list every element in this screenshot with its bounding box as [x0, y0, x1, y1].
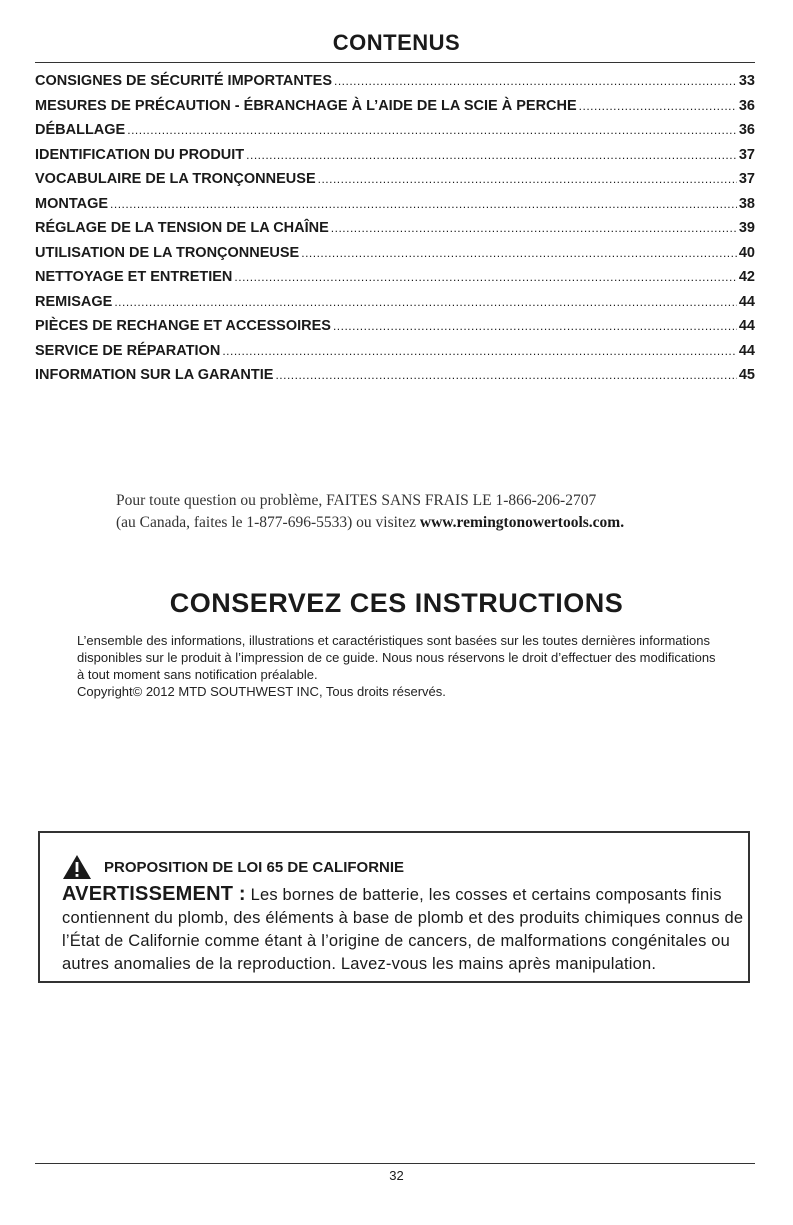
toc-entry[interactable] — [35, 294, 755, 319]
contact-line-2 — [116, 512, 756, 534]
toc-entry[interactable] — [35, 147, 755, 172]
toc-dot-leader — [234, 270, 736, 284]
contact-line-2-text: (au Canada, faites le 1-877-696-5533) ou visitez — [116, 514, 417, 531]
toc-entry-page: 40 — [738, 244, 755, 261]
toc-entry-label: UTILISATION DE LA TRONÇONNEUSE — [35, 244, 300, 261]
toc-dot-leader — [110, 197, 737, 211]
toc-entry[interactable] — [35, 245, 755, 270]
toc-entry[interactable] — [35, 343, 755, 368]
toc-entry-page: 36 — [738, 122, 755, 138]
toc-entry-page: 44 — [738, 342, 755, 359]
toc-entry[interactable] — [35, 98, 755, 123]
notice-text: L’ensemble des informations, illustrations et caractéristiques sont basées sur les toutes dernières informations disponibles sur le produit à l’impression de ce guide. Nous nous réservons le droit d’effectuer des modifications à tout moment sans notification préalable. — [77, 633, 716, 682]
toc-dot-leader — [318, 172, 737, 186]
toc-dot-leader — [579, 99, 737, 113]
toc-entry-label: PIÈCES DE RECHANGE ET ACCESSOIRES — [35, 318, 331, 334]
toc-entry-page: 38 — [738, 195, 755, 212]
toc-entry[interactable] — [35, 73, 755, 98]
toc-entry-label: NETTOYAGE ET ENTRETIEN — [35, 269, 233, 285]
toc-entry-label: RÉGLAGE DE LA TENSION DE LA CHAÎNE — [35, 220, 329, 236]
toc-entry[interactable] — [35, 367, 755, 392]
page-title: CONTENUS — [332, 30, 461, 55]
warning-triangle-icon — [62, 854, 92, 880]
toc-entry-label: VOCABULAIRE DE LA TRONÇONNEUSE — [35, 171, 316, 187]
toc-entry-page: 37 — [738, 146, 755, 163]
toc-entry-label: SERVICE DE RÉPARATION — [35, 342, 221, 359]
warning-text: Les bornes de batterie, les cosses et certains composants finis contiennent du plomb, des éléments à base de plomb et des produits chimiques connus de l’État de Californie comme étant à l’origine de cancers, de malformations congénitales ou autres anomalies de la reproduction. Lavez-vous les mains après manipulation. — [62, 886, 744, 973]
toc-entry[interactable] — [35, 122, 755, 147]
toc-dot-leader — [334, 74, 737, 88]
contact-line-1: Pour toute question ou problème, FAITES SANS FRAIS LE 1-866-206-2707 — [116, 492, 597, 509]
toc-entry[interactable] — [35, 220, 755, 245]
toc-entry[interactable] — [35, 269, 755, 294]
toc-dot-leader — [222, 344, 737, 358]
prop65-warning-box — [38, 831, 750, 983]
toc-dot-leader — [275, 368, 736, 382]
toc-dot-leader — [246, 148, 737, 162]
toc-dot-leader — [114, 295, 737, 309]
table-of-contents — [35, 73, 755, 392]
warning-label: AVERTISSEMENT : — [62, 883, 246, 905]
toc-entry[interactable] — [35, 171, 755, 196]
toc-entry-label: MESURES DE PRÉCAUTION - ÉBRANCHAGE À L’AIDE DE LA SCIE À PERCHE — [35, 97, 577, 114]
toc-entry-page: 36 — [738, 97, 755, 114]
toc-entry-label: INFORMATION SUR LA GARANTIE — [35, 367, 274, 383]
toc-entry-page: 42 — [738, 269, 755, 285]
warning-text-block — [62, 883, 748, 976]
title-rule — [35, 62, 755, 63]
toc-entry-page: 45 — [738, 367, 755, 383]
toc-entry[interactable] — [35, 196, 755, 221]
toc-entry-label: REMISAGE — [35, 293, 113, 310]
prop65-heading — [62, 853, 748, 881]
notice-block — [77, 632, 717, 700]
toc-entry-page: 44 — [738, 293, 755, 310]
toc-entry-label: IDENTIFICATION DU PRODUIT — [35, 146, 245, 163]
toc-dot-leader — [333, 319, 737, 333]
toc-dot-leader — [331, 221, 737, 235]
toc-entry-page: 39 — [738, 220, 755, 236]
toc-entry-label: MONTAGE — [35, 195, 109, 212]
toc-dot-leader — [127, 123, 737, 137]
toc-entry-label: DÉBALLAGE — [35, 122, 126, 138]
prop65-title: PROPOSITION DE LOI 65 DE CALIFORNIE — [104, 858, 405, 876]
toc-entry[interactable] — [35, 318, 755, 343]
contact-info — [116, 490, 756, 534]
toc-dot-leader — [301, 246, 737, 260]
conserve-heading: CONSERVEZ CES INSTRUCTIONS — [169, 588, 624, 618]
toc-entry-page: 44 — [738, 318, 755, 334]
toc-entry-page: 37 — [738, 171, 755, 187]
toc-entry-page: 33 — [738, 73, 755, 89]
footer-rule — [35, 1163, 755, 1164]
toc-entry-label: CONSIGNES DE SÉCURITÉ IMPORTANTES — [35, 73, 333, 89]
copyright-text: Copyright© 2012 MTD SOUTHWEST INC, Tous droits réservés. — [77, 684, 446, 699]
page-number: 32 — [389, 1168, 404, 1183]
website-link[interactable]: www.remingtonowertools.com. — [419, 514, 625, 531]
